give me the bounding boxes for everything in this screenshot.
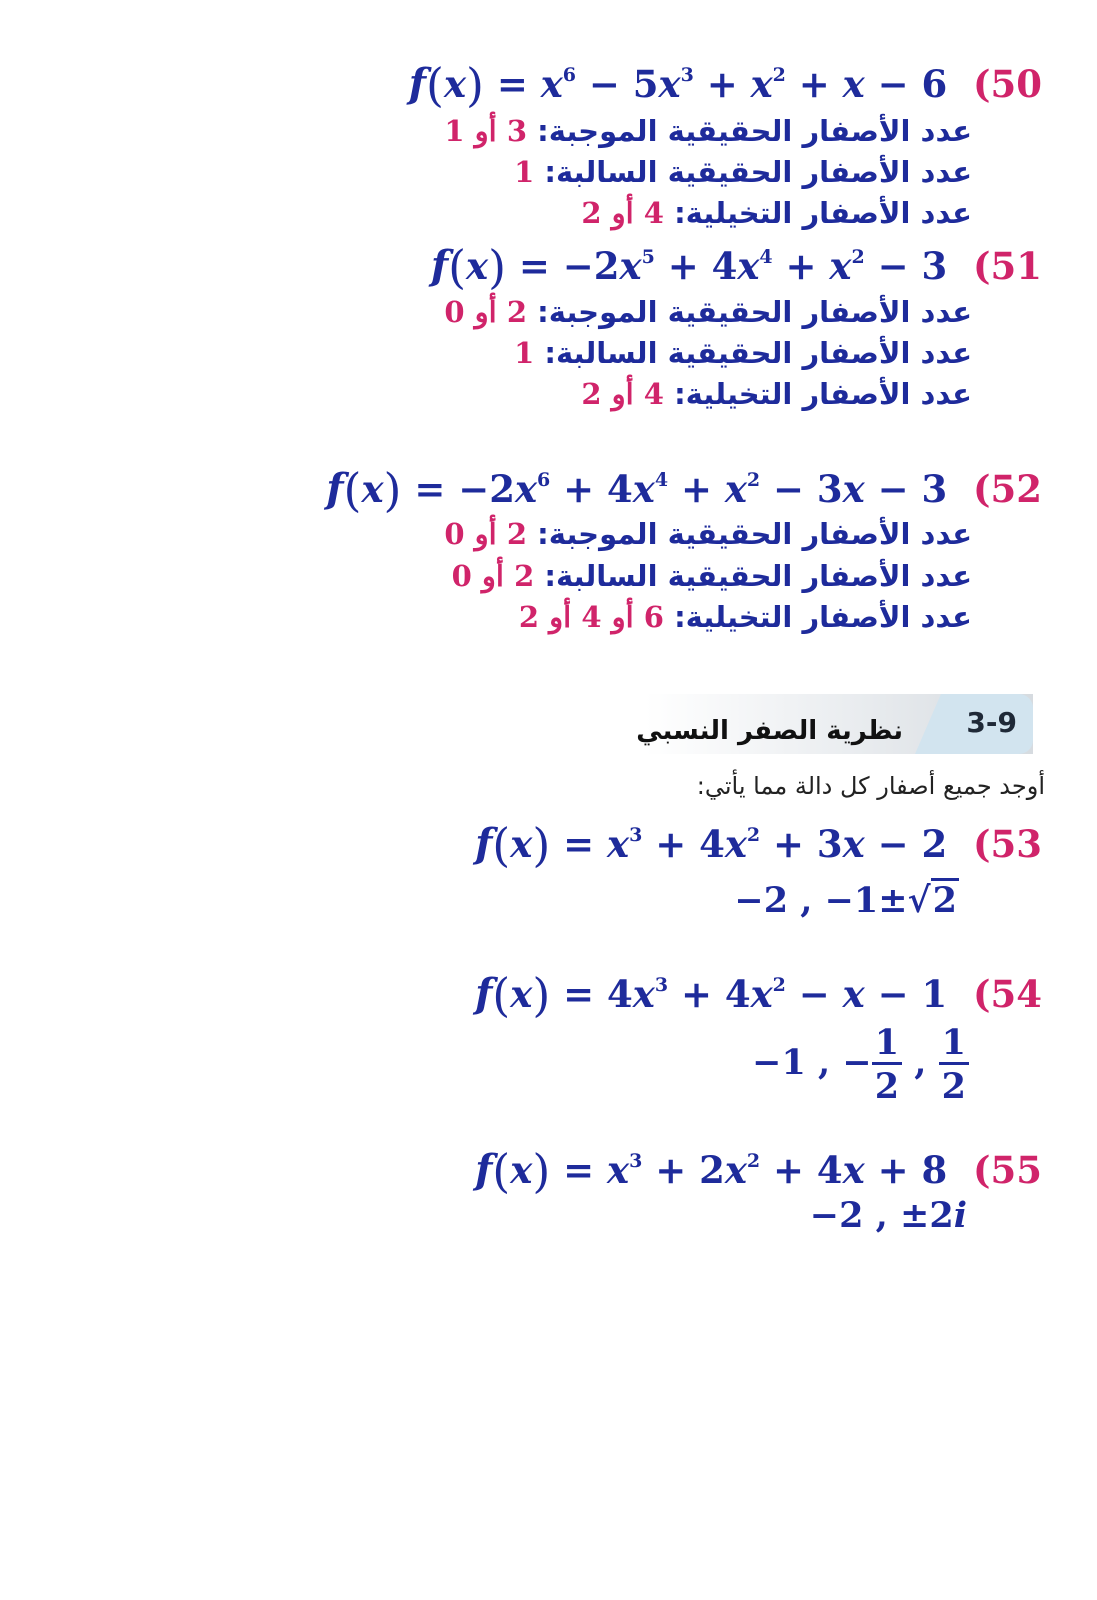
radicand: 2: [932, 880, 957, 921]
fraction: [872, 1022, 902, 1107]
imaginary-unit: i: [953, 1195, 967, 1236]
row-label: عدد الأصفار الحقيقية الموجبة:: [537, 295, 972, 329]
problem-number-50: (50: [973, 62, 1042, 106]
row-label: عدد الأصفار الحقيقية السالبة:: [544, 155, 972, 189]
row-label: عدد الأصفار الحقيقية الموجبة:: [537, 517, 972, 551]
row-label: عدد الأصفار الحقيقية الموجبة:: [537, 114, 972, 148]
negative-real-zeros-52: [451, 559, 972, 593]
answer-text: −2 , ±2: [809, 1195, 954, 1236]
row-label: عدد الأصفار التخيلية:: [674, 600, 972, 634]
positive-real-zeros-51: [444, 295, 972, 329]
negative-real-zeros-51: [514, 336, 972, 370]
row-value: 2 أو 0: [444, 295, 528, 329]
answer-54: [752, 1022, 969, 1107]
equation-52: $f(x) = -2x^6 + 4x^4 + x^2 - 3x - 3$ (52: [326, 463, 1042, 517]
imaginary-zeros-51: [581, 377, 972, 411]
row-value: 1: [514, 336, 535, 370]
answer-text: −1 , −: [752, 1042, 872, 1083]
fraction-numerator: 1: [872, 1025, 902, 1065]
answer-separator: ,: [902, 1042, 939, 1083]
fraction: [939, 1022, 969, 1107]
equation-51: $f(x) = -2x^5 + 4x^4 + x^2 - 3$ (51: [430, 240, 1042, 294]
problem-number-54: (54: [973, 972, 1042, 1016]
section-title: نظرية الصفر النسبي: [636, 716, 903, 746]
positive-real-zeros-52: [444, 517, 972, 551]
row-value: 6 أو 4 أو 2: [518, 600, 664, 634]
problem-number-53: (53: [973, 822, 1042, 866]
square-root: √2: [907, 880, 957, 921]
imaginary-zeros-50: [581, 196, 972, 230]
row-value: 1: [514, 155, 535, 189]
row-label: عدد الأصفار الحقيقية السالبة:: [544, 336, 972, 370]
row-value: 4 أو 2: [581, 196, 664, 230]
equation-50: $f(x) = x^6 - 5x^3 + x^2 + x - 6$ (50: [408, 58, 1042, 112]
row-value: 4 أو 2: [581, 377, 664, 411]
section-header: [636, 694, 1033, 754]
row-label: عدد الأصفار الحقيقية السالبة:: [544, 559, 972, 593]
row-label: عدد الأصفار التخيلية:: [674, 196, 972, 230]
problem-number-55: (55: [973, 1148, 1042, 1192]
section-instruction: أوجد جميع أصفار كل دالة مما يأتي:: [696, 772, 1045, 800]
equation-54: $f(x) = 4x^3 + 4x^2 - x - 1$ (54: [475, 968, 1042, 1022]
problem-number-52: (52: [973, 467, 1042, 511]
section-number: 3-9: [966, 706, 1017, 739]
negative-real-zeros-50: [514, 155, 972, 189]
problem-number-51: (51: [973, 244, 1042, 288]
positive-real-zeros-50: [444, 114, 972, 148]
equation-53: $f(x) = x^3 + 4x^2 + 3x - 2$ (53: [475, 818, 1042, 872]
row-label: عدد الأصفار التخيلية:: [674, 377, 972, 411]
row-value: 2 أو 0: [444, 517, 528, 551]
answer-55: [809, 1195, 967, 1236]
answer-text: −2 , −1±: [734, 880, 908, 921]
fraction-denominator: 2: [941, 1066, 966, 1107]
fraction-numerator: 1: [939, 1025, 969, 1065]
row-value: 3 أو 1: [444, 114, 528, 148]
row-value: 2 أو 0: [451, 559, 535, 593]
fraction-denominator: 2: [874, 1066, 900, 1107]
answer-53: [734, 878, 959, 921]
imaginary-zeros-52: [518, 600, 972, 634]
equation-55: $f(x) = x^3 + 2x^2 + 4x + 8$ (55: [475, 1144, 1042, 1198]
